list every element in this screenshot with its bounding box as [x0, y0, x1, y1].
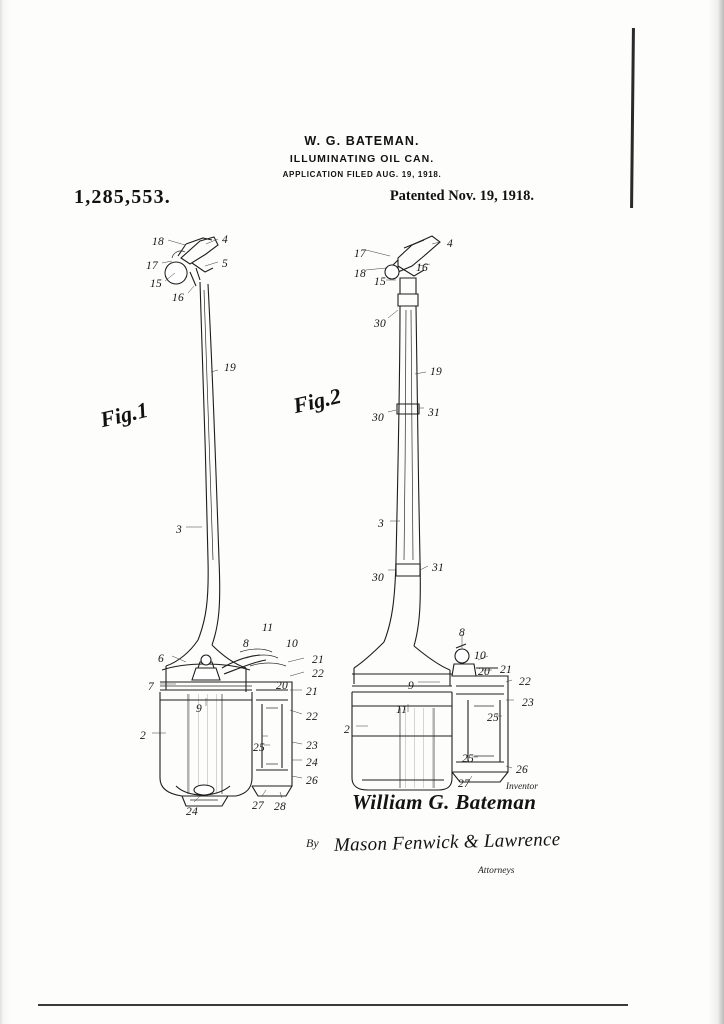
reference-numeral: 4	[222, 234, 229, 246]
reference-numeral: 3	[378, 518, 385, 530]
reference-numeral: 28	[274, 801, 287, 813]
reference-numeral: 25	[253, 742, 266, 754]
reference-numeral: 17	[146, 260, 159, 272]
reference-numeral: 24	[306, 757, 319, 769]
reference-numeral: 22	[306, 711, 319, 723]
reference-numeral: 27	[458, 778, 471, 790]
reference-numeral: 20	[276, 680, 289, 692]
reference-numeral: 11	[396, 704, 408, 716]
reference-numeral: 8	[459, 627, 466, 639]
reference-numeral: 21	[306, 686, 319, 698]
reference-numeral: 23	[306, 740, 319, 752]
reference-numeral: 22	[519, 676, 532, 688]
reference-numeral: 26	[516, 764, 529, 776]
by-label: By	[306, 836, 319, 850]
reference-numeral: 17	[354, 248, 367, 260]
reference-numeral: 2	[140, 730, 147, 742]
reference-numeral: 16	[416, 262, 429, 274]
reference-numeral: 18	[152, 236, 165, 248]
invention-title-line: ILLUMINATING OIL CAN.	[289, 153, 435, 165]
reference-numeral: 15	[374, 276, 387, 288]
reference-numeral: 23	[522, 697, 535, 709]
reference-numeral: 31	[428, 407, 441, 419]
attorney-label: Attorneys	[478, 866, 515, 876]
patent-date: Patented Nov. 19, 1918.	[389, 188, 534, 204]
reference-numeral: 16	[172, 292, 185, 304]
reference-numeral: 24	[186, 806, 199, 818]
reference-numeral: 9	[408, 680, 415, 692]
inventor-name-line: W. G. BATEMAN.	[304, 134, 420, 148]
reference-numeral: 5	[222, 258, 229, 270]
reference-numeral: 10	[474, 650, 487, 662]
reference-numeral: 30	[372, 412, 385, 424]
inventor-signature-label: Inventor	[505, 782, 538, 792]
reference-numeral: 30	[372, 572, 385, 584]
reference-numeral: 20	[478, 666, 491, 678]
attorney-signature: Mason Fenwick & Lawrence	[333, 829, 561, 856]
reference-numeral: 9	[196, 703, 203, 715]
reference-numeral: 7	[148, 681, 155, 693]
reference-numeral: 4	[447, 238, 454, 250]
inventor-signature: William G. Bateman	[352, 790, 537, 814]
reference-numeral: 3	[176, 524, 183, 536]
reference-numeral: 25	[487, 712, 500, 724]
reference-numeral: 19	[430, 366, 443, 378]
reference-numeral: 15	[150, 278, 163, 290]
reference-numeral: 6	[158, 653, 165, 665]
reference-numeral: 19	[224, 362, 237, 374]
application-filed-line: APPLICATION FILED AUG. 19, 1918.	[282, 170, 442, 179]
reference-numeral: 26	[306, 775, 319, 787]
reference-numeral: 30	[374, 318, 387, 330]
reference-numeral: 10	[286, 638, 299, 650]
reference-numeral: 21	[312, 654, 325, 666]
reference-numeral: 22	[312, 668, 325, 680]
reference-numeral: 18	[354, 268, 367, 280]
reference-numeral: 2	[344, 724, 351, 736]
reference-numeral: 31	[432, 562, 445, 574]
figure-2-label: Fig.2	[290, 382, 344, 419]
reference-numeral: 27	[252, 800, 265, 812]
reference-numeral: 21	[500, 664, 513, 676]
reference-numeral: 11	[262, 622, 274, 634]
patent-number: 1,285,553.	[74, 186, 171, 208]
figure-1-drawing	[152, 237, 304, 806]
reference-numeral: 8	[243, 638, 250, 650]
reference-numeral: 25	[462, 753, 475, 765]
figure-1-label: Fig.1	[97, 396, 151, 433]
